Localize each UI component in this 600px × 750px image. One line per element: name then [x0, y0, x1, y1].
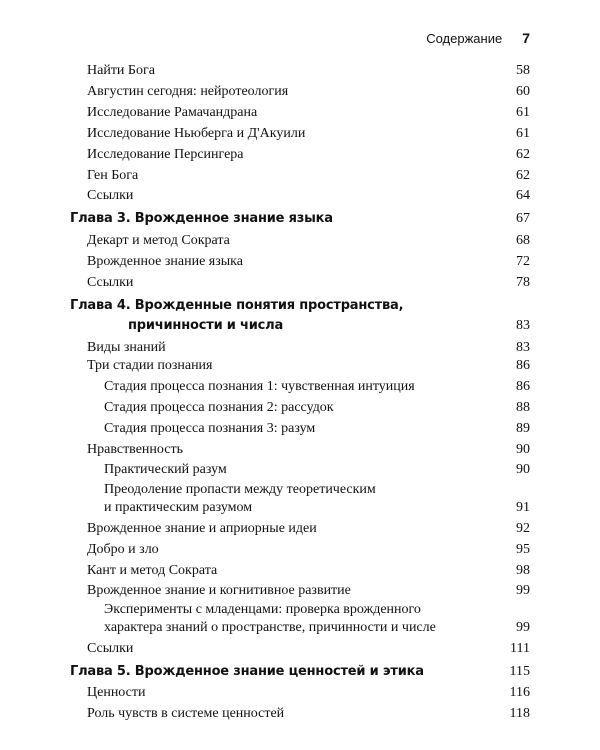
toc-entry-page: 83 [516, 340, 530, 355]
toc-chapter-3 [70, 210, 530, 228]
toc-subentry [70, 499, 530, 517]
toc-entry [70, 253, 530, 271]
toc-entry-page: 99 [516, 583, 530, 598]
toc-subentry [70, 461, 530, 479]
toc-entry-title: Исследование Рамачандрана [87, 105, 258, 120]
page-number: 7 [522, 30, 530, 46]
toc-entry-page: 86 [516, 358, 530, 373]
toc-entry-title: Исследование Персингера [87, 147, 244, 162]
toc-entry-title: Преодоление пропасти между теоретическим [104, 482, 376, 497]
toc-subentry-line1 [70, 481, 530, 499]
toc-entry [70, 232, 530, 250]
toc-entry-page: 61 [516, 105, 530, 120]
toc-entry-page: 111 [510, 641, 530, 656]
running-head [426, 30, 530, 46]
toc-entry-title: и практическим разумом [104, 500, 253, 515]
toc-entry-page: 62 [516, 147, 530, 162]
toc-entry [70, 339, 530, 357]
toc-entry-page: 78 [516, 275, 530, 290]
toc-entry-page: 58 [516, 63, 530, 78]
toc-subentry [70, 378, 530, 396]
toc-entry-page: 99 [516, 620, 530, 635]
toc-entry-page: 72 [516, 254, 530, 269]
toc-entry [70, 187, 530, 205]
toc-entry-title: характера знаний о пространстве, причинности и числе [104, 620, 436, 635]
toc-entry-page: 89 [516, 421, 530, 436]
toc-entry [70, 357, 530, 375]
toc-entry-title: Эксперименты с младенцами: проверка врожденного [104, 602, 421, 617]
toc-subentry-line1 [70, 601, 530, 619]
toc-entry-title: Декарт и метод Сократа [87, 233, 230, 248]
chapter-title: Глава 3. Врожденное знание языка [70, 211, 333, 226]
toc-entry-page: 95 [516, 542, 530, 557]
toc-entry [70, 146, 530, 164]
toc-entry-page: 118 [509, 706, 530, 721]
toc-entry-page: 91 [516, 500, 530, 515]
toc-chapter-5 [70, 663, 530, 681]
toc-subentry [70, 399, 530, 417]
toc-entry-title: Врожденное знание языка [87, 254, 243, 269]
toc-entry-page: 116 [509, 685, 530, 700]
toc-entry [70, 541, 530, 559]
chapter-title-cont: причинности и числа [128, 318, 284, 333]
toc-entry-page: 62 [516, 168, 530, 183]
toc-entry-page: 61 [516, 126, 530, 141]
toc-entry [70, 520, 530, 538]
toc-chapter-4 [70, 317, 530, 335]
chapter-page: 83 [516, 318, 530, 333]
toc-entry-page: 90 [516, 462, 530, 477]
toc-entry [70, 640, 530, 658]
toc-entry-title: Врожденное знание и априорные идеи [87, 521, 317, 536]
toc-entry [70, 274, 530, 292]
toc-entry-title: Роль чувств в системе ценностей [87, 706, 285, 721]
toc-subentry [70, 619, 530, 637]
toc-entry [70, 83, 530, 101]
toc-entry [70, 441, 530, 459]
section-title: Содержание [426, 31, 503, 46]
chapter-title: Глава 5. Врожденное знание ценностей и этика [70, 664, 424, 679]
toc-entry [70, 705, 530, 723]
toc-entry-title: Стадия процесса познания 2: рассудок [104, 400, 334, 415]
toc-entry-title: Добро и зло [87, 542, 159, 557]
toc-entry-title: Стадия процесса познания 1: чувственная интуиция [104, 379, 415, 394]
toc-entry-title: Ценности [87, 685, 146, 700]
toc-entry-title: Найти Бога [87, 63, 155, 78]
toc-entry [70, 684, 530, 702]
toc-entry [70, 125, 530, 143]
toc-entry-page: 88 [516, 400, 530, 415]
toc-subentry [70, 420, 530, 438]
toc-entry-title: Врожденное знание и когнитивное развитие [87, 583, 351, 598]
toc-entry-title: Стадия процесса познания 3: разум [104, 421, 316, 436]
toc-entry [70, 167, 530, 185]
toc-chapter-4-line1 [70, 297, 530, 315]
toc-entry [70, 582, 530, 600]
toc-entry-page: 60 [516, 84, 530, 99]
toc-entry [70, 562, 530, 580]
toc-entry-title: Виды знаний [87, 340, 166, 355]
toc-entry-page: 68 [516, 233, 530, 248]
chapter-page: 67 [516, 211, 530, 226]
toc-entry [70, 62, 530, 80]
toc-entry-title: Ссылки [87, 275, 134, 290]
toc-entry-title: Нравственность [87, 442, 183, 457]
toc-entry-title: Исследование Ньюберга и Д'Акуили [87, 126, 306, 141]
toc-entry-title: Ссылки [87, 641, 134, 656]
toc-entry-title: Ссылки [87, 188, 134, 203]
chapter-page: 115 [509, 664, 530, 679]
toc-entry-title: Августин сегодня: нейротеология [87, 84, 289, 99]
toc-entry-page: 92 [516, 521, 530, 536]
toc-entry-page: 90 [516, 442, 530, 457]
toc-entry-title: Ген Бога [87, 168, 139, 183]
toc-entry-title: Практический разум [104, 462, 227, 477]
toc-entry [70, 104, 530, 122]
toc-entry-title: Три стадии познания [87, 358, 213, 373]
toc-entry-page: 86 [516, 379, 530, 394]
chapter-title: Глава 4. Врожденные понятия пространства, [70, 298, 404, 313]
toc-entry-page: 64 [516, 188, 530, 203]
toc-entry-title: Кант и метод Сократа [87, 563, 218, 578]
toc-entry-page: 98 [516, 563, 530, 578]
